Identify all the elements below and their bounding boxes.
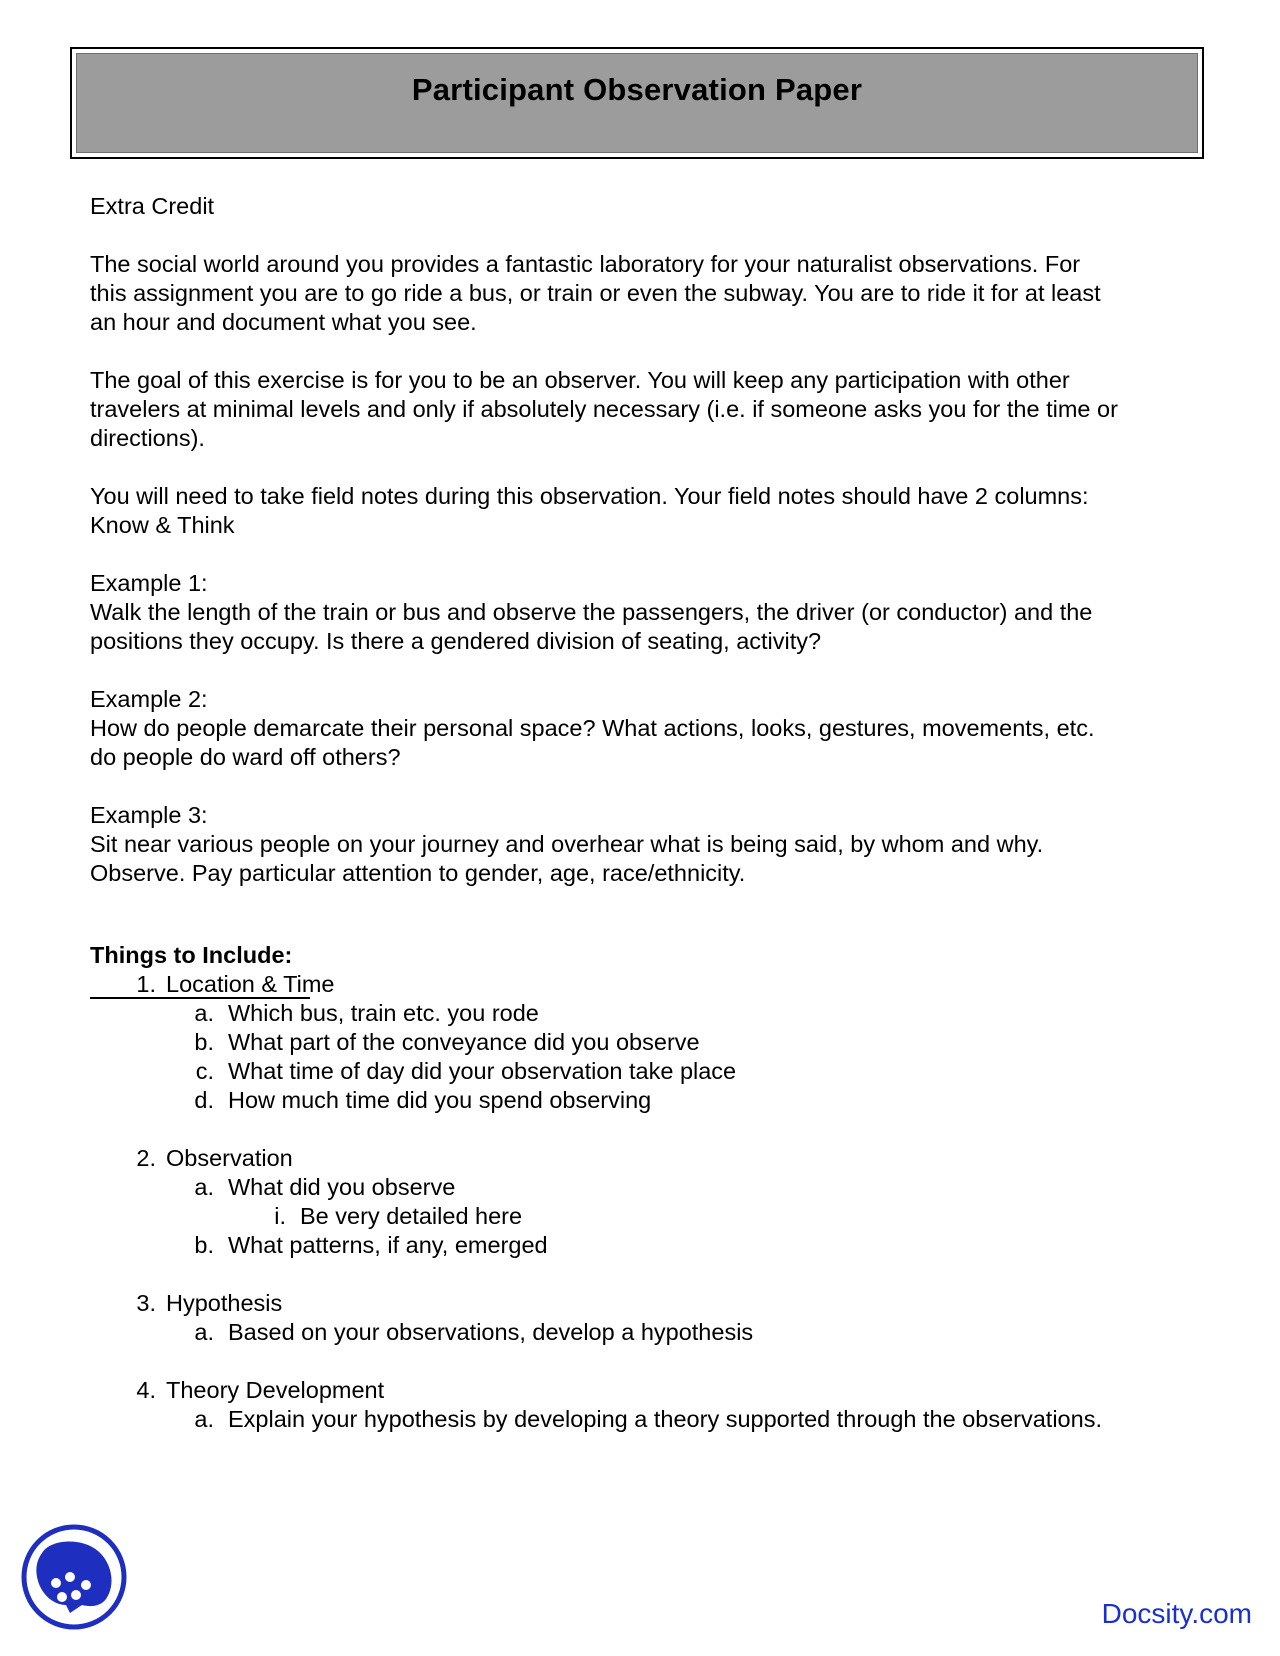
sub-letter: a. <box>194 1174 214 1200</box>
paragraph-line: The goal of this exercise is for you to be an observer. You will keep any participation with other <box>90 367 1070 393</box>
list-item-heading <box>90 1376 1210 1405</box>
sub-item <box>90 999 1210 1028</box>
paragraph-line: travelers at minimal levels and only if absolutely necessary (i.e. if someone asks you for the time or <box>90 396 1118 422</box>
list-item <box>90 970 1210 1115</box>
list-text: Observation <box>166 1145 293 1171</box>
title-banner <box>76 53 1198 153</box>
sub-letter: a. <box>194 1000 214 1026</box>
sub-letter: b. <box>194 1232 214 1258</box>
list-item <box>90 1289 1210 1347</box>
paragraph-line: directions). <box>90 425 205 451</box>
list-number: 2. <box>136 1145 156 1171</box>
subsub-item <box>90 1202 1210 1231</box>
underline-rule <box>90 997 310 999</box>
sub-item <box>90 1028 1210 1057</box>
example-label: Example 1: <box>90 570 208 596</box>
example-line: Observe. Pay particular attention to gender, age, race/ethnicity. <box>90 860 746 886</box>
page-title: Participant Observation Paper <box>411 72 863 107</box>
list-item-heading <box>90 1144 1210 1173</box>
example-line: Walk the length of the train or bus and observe the passengers, the driver (or conductor) and the <box>90 599 1093 625</box>
paragraph-line: The social world around you provides a fantastic laboratory for your naturalist observations. For <box>90 251 1081 277</box>
sub-letter: b. <box>194 1029 214 1055</box>
things-list <box>90 970 1210 1434</box>
sub-text: What part of the conveyance did you observe <box>228 1029 700 1055</box>
example-line: do people do ward off others? <box>90 744 401 770</box>
list-text: Theory Development <box>166 1377 385 1403</box>
list-item-heading <box>90 970 1210 999</box>
list-number: 1. <box>136 971 156 997</box>
sub-item <box>90 1173 1210 1202</box>
subsub-numeral: i. <box>274 1203 286 1229</box>
example-label: Example 2: <box>90 686 208 712</box>
subtitle: Extra Credit <box>90 193 215 219</box>
example-3 <box>90 801 1210 888</box>
paragraph-line: this assignment you are to go ride a bus, or train or even the subway. You are to ride it for at least <box>90 280 1101 306</box>
things-heading: Things to Include: <box>90 942 293 968</box>
sub-text: How much time did you spend observing <box>228 1087 652 1113</box>
sub-item <box>90 1405 1210 1434</box>
paragraph-line: Know & Think <box>90 512 235 538</box>
list-item <box>90 1376 1210 1434</box>
sub-item <box>90 1231 1210 1260</box>
example-1 <box>90 569 1210 656</box>
example-label: Example 3: <box>90 802 208 828</box>
list-item-heading <box>90 1289 1210 1318</box>
sub-text: What patterns, if any, emerged <box>228 1232 548 1258</box>
document-body <box>90 192 1210 1463</box>
sub-text: Which bus, train etc. you rode <box>228 1000 539 1026</box>
logo-graphic <box>20 1523 128 1631</box>
paragraph-line: an hour and document what you see. <box>90 309 477 335</box>
title-box <box>70 47 1204 159</box>
sub-letter: d. <box>194 1087 214 1113</box>
brand-watermark: Docsity.com <box>1101 1598 1252 1629</box>
sub-letter: a. <box>194 1406 214 1432</box>
paragraph-line: You will need to take field notes during this observation. Your field notes should have 2 columns: <box>90 483 1089 509</box>
example-line: positions they occupy. Is there a gendered division of seating, activity? <box>90 628 822 654</box>
sub-item <box>90 1057 1210 1086</box>
sub-text: What did you observe <box>228 1174 456 1200</box>
subsub-text: Be very detailed here <box>300 1203 523 1229</box>
sub-text: Explain your hypothesis by developing a theory supported through the observations. <box>228 1406 1102 1432</box>
paragraph-intro <box>90 250 1210 337</box>
list-text: Hypothesis <box>166 1290 283 1316</box>
paragraph-goal <box>90 366 1210 453</box>
sub-letter: c. <box>195 1058 214 1084</box>
example-2 <box>90 685 1210 772</box>
paragraph-field-notes <box>90 482 1210 540</box>
sub-letter: a. <box>194 1319 214 1345</box>
example-line: Sit near various people on your journey and overhear what is being said, by whom and why. <box>90 831 1044 857</box>
sub-item <box>90 1318 1210 1347</box>
list-text: Location & Time <box>166 971 335 997</box>
sub-item <box>90 1086 1210 1115</box>
list-number: 4. <box>136 1377 156 1403</box>
list-number: 3. <box>136 1290 156 1316</box>
example-line: How do people demarcate their personal space? What actions, looks, gestures, movements, etc. <box>90 715 1095 741</box>
docsity-logo-icon <box>20 1523 128 1631</box>
list-item <box>90 1144 1210 1260</box>
sub-text: Based on your observations, develop a hypothesis <box>228 1319 754 1345</box>
sub-text: What time of day did your observation take place <box>228 1058 737 1084</box>
